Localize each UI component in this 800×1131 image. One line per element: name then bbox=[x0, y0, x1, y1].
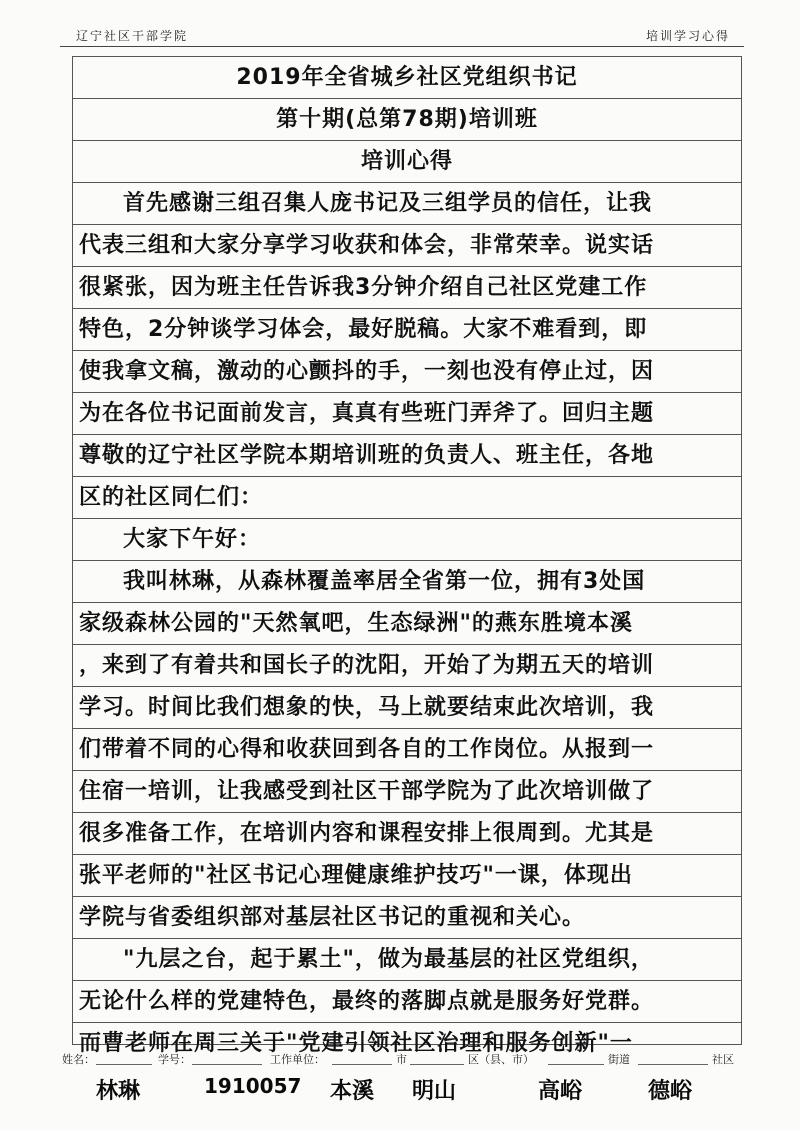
district-underline bbox=[410, 1064, 464, 1065]
name-value: 林琳 bbox=[96, 1079, 141, 1104]
form-type: 培训学习心得 bbox=[645, 29, 730, 43]
street-label: 街道 bbox=[608, 1053, 630, 1066]
work-unit-label: 工作单位： bbox=[270, 1053, 325, 1066]
text-line: 使我拿文稿，激动的心颤抖的手，一刻也没有停止过，因 bbox=[79, 359, 655, 384]
text-line: 而曹老师在周三关于"党建引领社区治理和服务创新"一 bbox=[79, 1031, 633, 1056]
street-underline bbox=[548, 1064, 604, 1065]
text-line: 无论什么样的党建特色，最终的落脚点就是服务好党群。 bbox=[79, 989, 655, 1014]
city-value: 本溪 bbox=[330, 1079, 375, 1104]
text-line: 代表三组和大家分享学习收获和体会，非常荣幸。说实话 bbox=[79, 233, 655, 258]
student-id-underline bbox=[192, 1064, 262, 1065]
student-id-label: 学号： bbox=[158, 1053, 191, 1066]
text-line: 学院与省委组织部对基层社区书记的重视和关心。 bbox=[79, 905, 586, 930]
text-line: 区的社区同仁们： bbox=[79, 485, 264, 510]
header-divider bbox=[60, 46, 744, 47]
text-line: 我叫林琳，从森林覆盖率居全省第一位，拥有3处国 bbox=[123, 569, 646, 594]
student-id-value: 1910057 bbox=[204, 1074, 302, 1098]
title-line-1: 2019年全省城乡社区党组织书记 bbox=[236, 65, 578, 90]
text-line: 为在各位书记面前发言，真真有些班门弄斧了。回归主题 bbox=[79, 401, 655, 426]
text-line: 很紧张，因为班主任告诉我3分钟介绍自己社区党建工作 bbox=[79, 275, 648, 300]
title-line-3: 培训心得 bbox=[360, 149, 453, 174]
text-line: 大家下午好： bbox=[123, 527, 262, 552]
district-value: 明山 bbox=[412, 1079, 457, 1104]
text-line: 家级森林公园的"天然氧吧，生态绿洲"的燕东胜境本溪 bbox=[79, 611, 633, 636]
info-field-labels bbox=[62, 1051, 750, 1069]
city-underline bbox=[332, 1064, 392, 1065]
text-line: ，来到了有着共和国长子的沈阳，开始了为期五天的培训 bbox=[79, 653, 655, 678]
text-line: 们带着不同的心得和收获回到各自的工作岗位。从报到一 bbox=[79, 737, 655, 762]
text-line: 住宿一培训，让我感受到社区干部学院为了此次培训做了 bbox=[79, 779, 655, 804]
text-line: 张平老师的"社区书记心理健康维护技巧"一课，体现出 bbox=[79, 863, 633, 888]
institution-name: 辽宁社区干部学院 bbox=[76, 29, 189, 43]
text-line: 特色，2分钟谈学习体会，最好脱稿。大家不难看到，即 bbox=[79, 317, 648, 342]
district-label: 区（县、市） bbox=[468, 1053, 534, 1066]
community-value: 德峪 bbox=[648, 1079, 693, 1104]
lined-writing-sheet bbox=[72, 56, 742, 1056]
name-label: 姓名： bbox=[62, 1053, 95, 1066]
text-line: "九层之台，起于累土"，做为最基层的社区党组织， bbox=[123, 947, 654, 972]
title-line-2: 第十期(总第78期)培训班 bbox=[276, 107, 538, 132]
community-underline bbox=[638, 1064, 708, 1065]
street-value: 高峪 bbox=[538, 1079, 583, 1104]
text-line: 很多准备工作，在培训内容和课程安排上很周到。尤其是 bbox=[79, 821, 655, 846]
community-label: 社区 bbox=[712, 1053, 734, 1066]
name-underline bbox=[96, 1064, 152, 1065]
city-label: 市 bbox=[396, 1053, 407, 1066]
text-line: 首先感谢三组召集人庞书记及三组学员的信任，让我 bbox=[123, 191, 653, 216]
text-line: 尊敬的辽宁社区学院本期培训班的负责人、班主任，各地 bbox=[79, 443, 655, 468]
text-line: 学习。时间比我们想象的快，马上就要结束此次培训，我 bbox=[79, 695, 655, 720]
